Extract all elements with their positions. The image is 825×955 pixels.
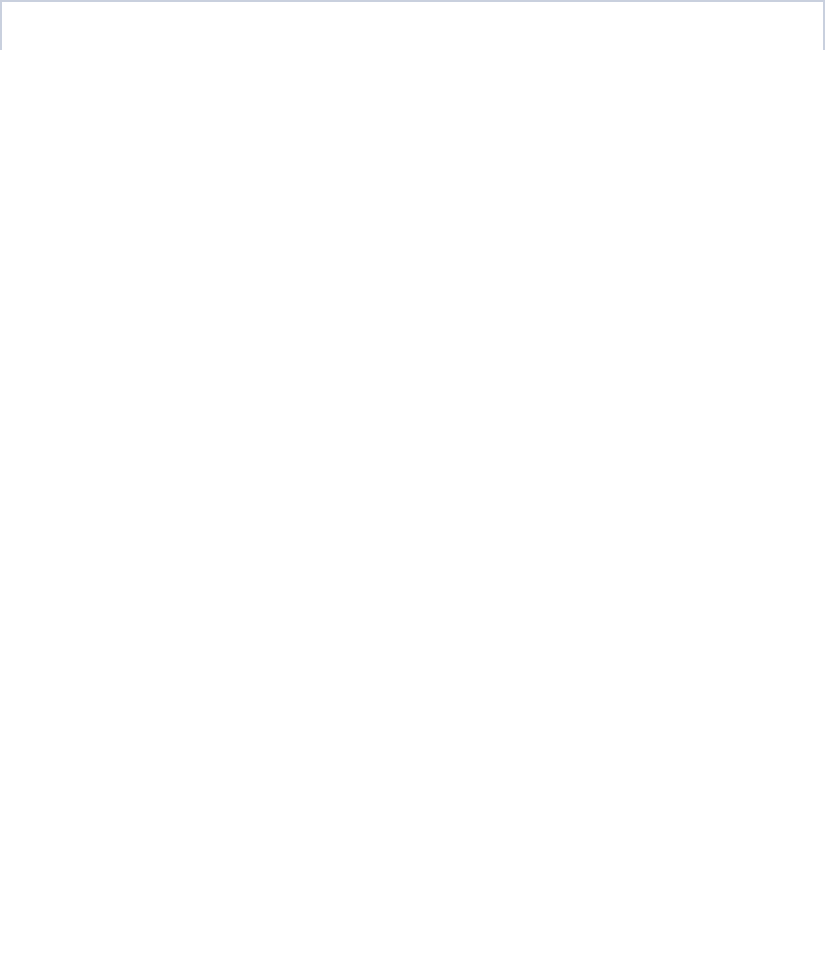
window-frame-left (0, 0, 2, 50)
window-frame-top (0, 0, 825, 2)
